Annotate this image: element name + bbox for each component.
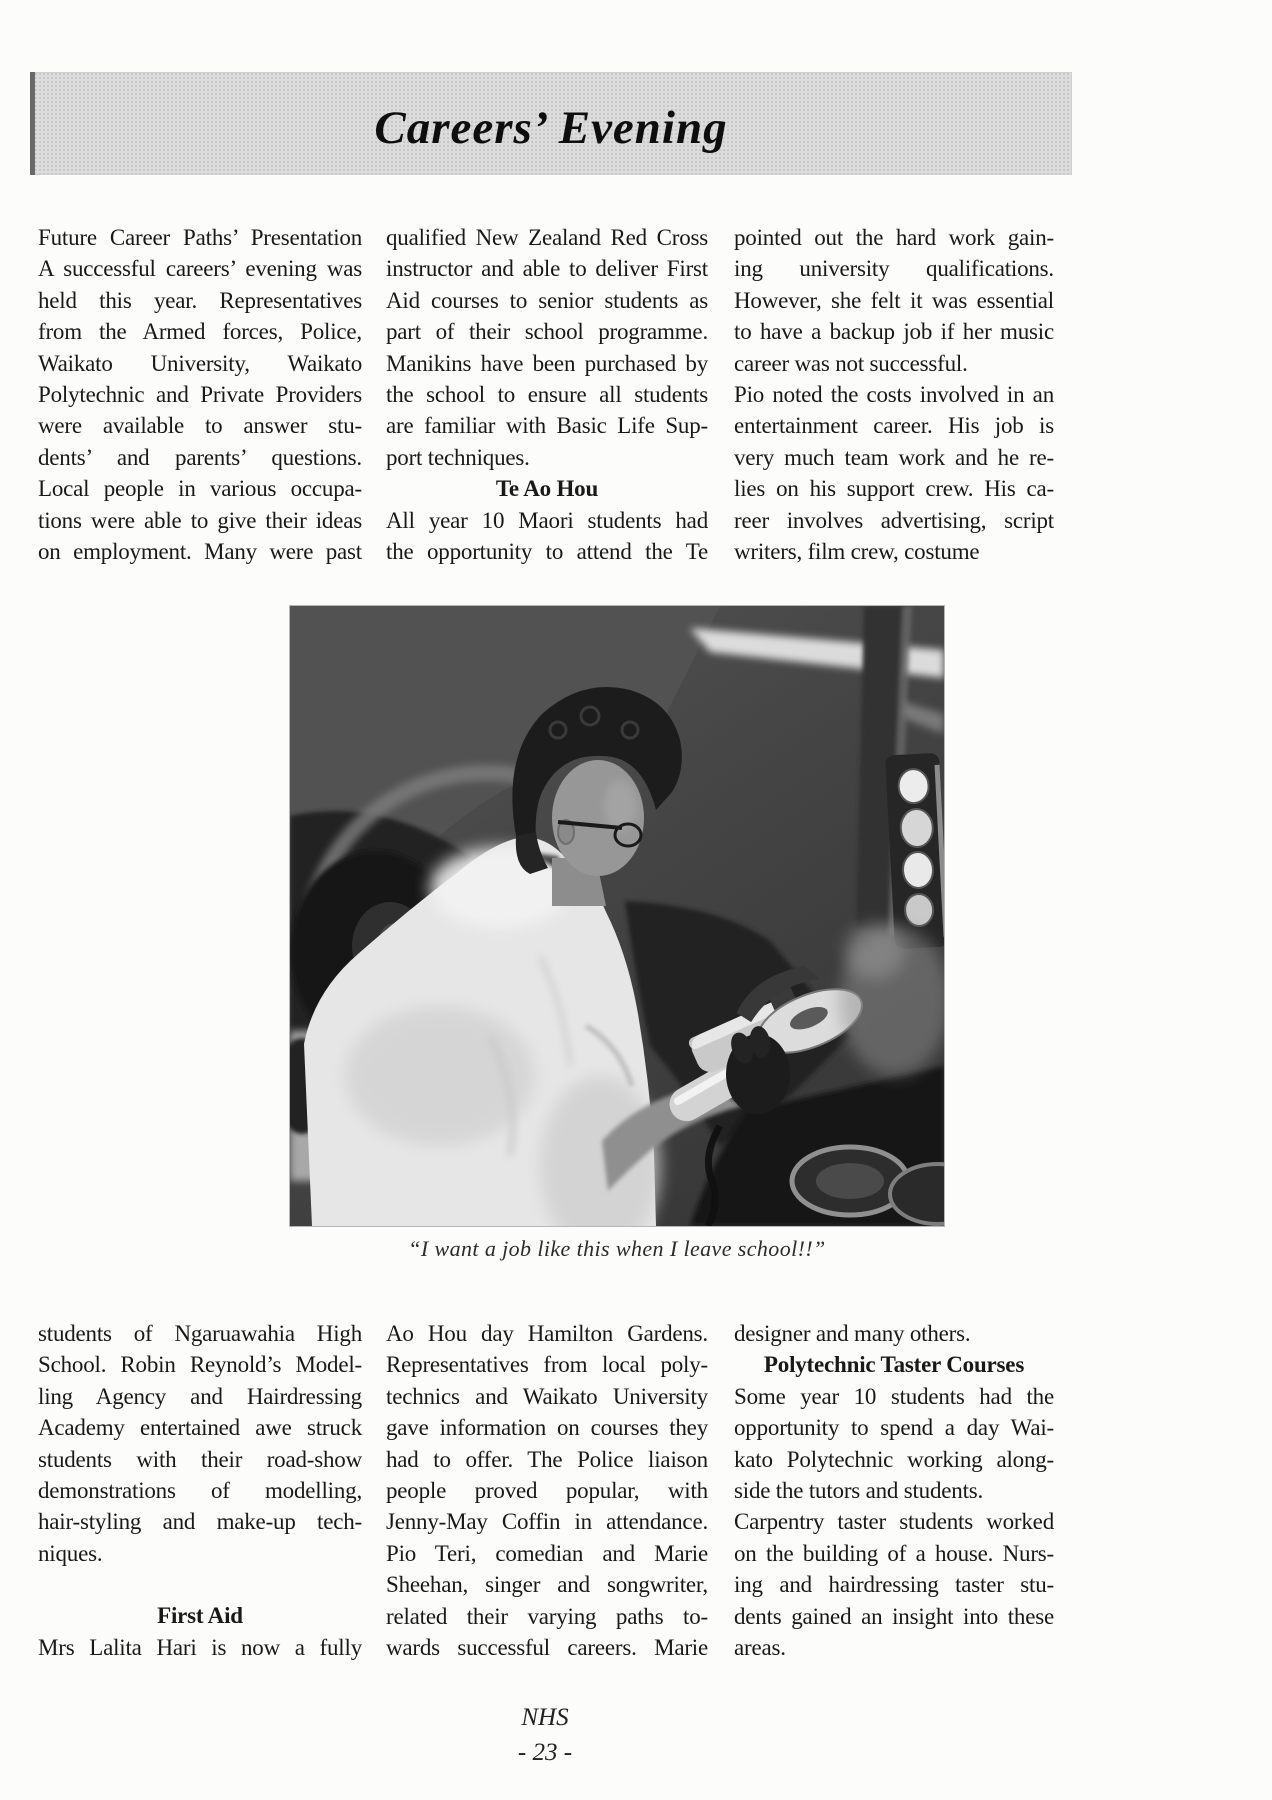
text-line: ing university qualifications. <box>734 256 1054 282</box>
text-line: very much team work and he re- <box>734 444 1054 470</box>
text-line: niques. <box>38 1540 103 1566</box>
scan-edge-artifact <box>30 72 35 175</box>
text-line: Manikins have been purchased by <box>386 350 708 376</box>
text-line: areas. <box>734 1635 786 1661</box>
text-line: qualified New Zealand Red Cross <box>386 225 708 250</box>
text-line: designer and many others. <box>734 1321 971 1346</box>
text-line: side the tutors and students. <box>734 1478 984 1504</box>
text-line: However, she felt it was essential <box>734 287 1054 313</box>
text-line: part of their school programme. <box>386 319 708 345</box>
text-line: held this year. Representatives <box>38 287 362 313</box>
page-title: Careers’ Evening <box>374 101 728 154</box>
text-line: pointed out the hard work gain- <box>734 225 1054 250</box>
text-line: A successful careers’ evening was <box>38 256 362 282</box>
text-line: dents gained an insight into these <box>734 1603 1054 1629</box>
text-line: Pio noted the costs involved in an <box>734 382 1054 408</box>
text-line: are familiar with Basic Life Sup- <box>386 413 708 439</box>
text-line: opportunity to spend a day Wai- <box>734 1415 1054 1441</box>
text-line: Local people in various occupa- <box>38 476 362 502</box>
text-line: port techniques. <box>386 444 530 470</box>
text-line: Carpentry taster students worked <box>734 1509 1054 1535</box>
text-line: to have a backup job if her music <box>734 319 1054 345</box>
text-line: Some year 10 students had the <box>734 1383 1054 1409</box>
text-line: on the building of a house. Nurs- <box>734 1540 1054 1566</box>
text-line: All year 10 Maori students had <box>386 507 708 533</box>
photo-caption: “I want a job like this when I leave school!!” <box>408 1236 826 1261</box>
text-line: Academy entertained awe struck <box>38 1415 362 1441</box>
column-bottom-middle <box>386 1318 708 1663</box>
text-line: the opportunity to attend the Te <box>386 539 708 565</box>
text-line: demonstrations of modelling, <box>38 1478 362 1504</box>
text-line: the school to ensure all students <box>386 382 708 408</box>
text-line: tions were able to give their ideas <box>38 507 362 533</box>
text-line: Jenny-May Coffin in attendance. <box>386 1509 708 1535</box>
text-line: entertainment career. His job is <box>734 413 1054 439</box>
text-line: kato Polytechnic working along- <box>734 1446 1054 1472</box>
text-line: career was not successful. <box>734 350 968 376</box>
text-line: from the Armed forces, Police, <box>38 319 362 345</box>
text-line: Representatives from local poly- <box>386 1352 708 1378</box>
text-line: writers, film crew, costume <box>734 539 980 565</box>
text-line: Ao Hou day Hamilton Gardens. <box>386 1321 708 1346</box>
text-line <box>38 1569 362 1600</box>
text-line: Waikato University, Waikato <box>38 350 362 376</box>
careers-photo <box>290 606 944 1226</box>
column-top-right <box>734 222 1054 567</box>
text-line: gave information on courses they <box>386 1415 708 1441</box>
text-line: School. Robin Reynold’s Model- <box>38 1352 362 1378</box>
title-banner <box>30 72 1072 175</box>
text-line: hair-styling and make-up tech- <box>38 1509 362 1535</box>
column-bottom-right <box>734 1318 1054 1663</box>
careers-photo-illustration <box>290 606 944 1226</box>
text-line: lies on his support crew. His ca- <box>734 476 1054 502</box>
text-line: people proved popular, with <box>386 1478 708 1504</box>
text-line: Mrs Lalita Hari is now a fully <box>38 1634 362 1660</box>
dust-cloud-small <box>845 923 905 979</box>
text-line: were available to answer stu- <box>38 413 362 439</box>
subheading: First Aid <box>157 1603 243 1629</box>
text-line: related their varying paths to- <box>386 1603 708 1629</box>
text-line: instructor and able to deliver First <box>386 256 708 282</box>
text-line: ing and hairdressing taster stu- <box>734 1572 1054 1598</box>
text-line: Polytechnic and Private Providers <box>38 382 362 408</box>
text-line: technics and Waikato University <box>386 1383 708 1409</box>
text-line: Sheehan, singer and songwriter, <box>386 1572 708 1598</box>
headlight-cluster <box>885 753 944 950</box>
text-line: Pio Teri, comedian and Marie <box>386 1540 708 1566</box>
column-bottom-left <box>38 1318 362 1663</box>
subheading: Polytechnic Taster Courses <box>763 1352 1025 1378</box>
text-line: students with their road-show <box>38 1446 362 1472</box>
footer-school-name: NHS <box>521 1704 569 1731</box>
text-line: had to offer. The Police liaison <box>386 1446 708 1472</box>
text-line: reer involves advertising, script <box>734 507 1054 533</box>
page-footer <box>38 1700 1052 1770</box>
text-line: dents’ and parents’ questions. <box>38 444 362 470</box>
column-top-left <box>38 222 362 567</box>
text-line: students of Ngaruawahia High <box>38 1321 362 1346</box>
text-line: Aid courses to senior students as <box>386 287 708 313</box>
text-line: ling Agency and Hairdressing <box>38 1383 362 1409</box>
column-top-middle <box>386 222 708 567</box>
text-line: wards successful careers. Marie <box>386 1635 708 1661</box>
footer-page-number: - 23 - <box>517 1739 573 1766</box>
text-line: Future Career Paths’ Presentation <box>38 225 362 250</box>
text-line: on employment. Many were past <box>38 539 362 565</box>
subheading: Te Ao Hou <box>495 476 599 502</box>
